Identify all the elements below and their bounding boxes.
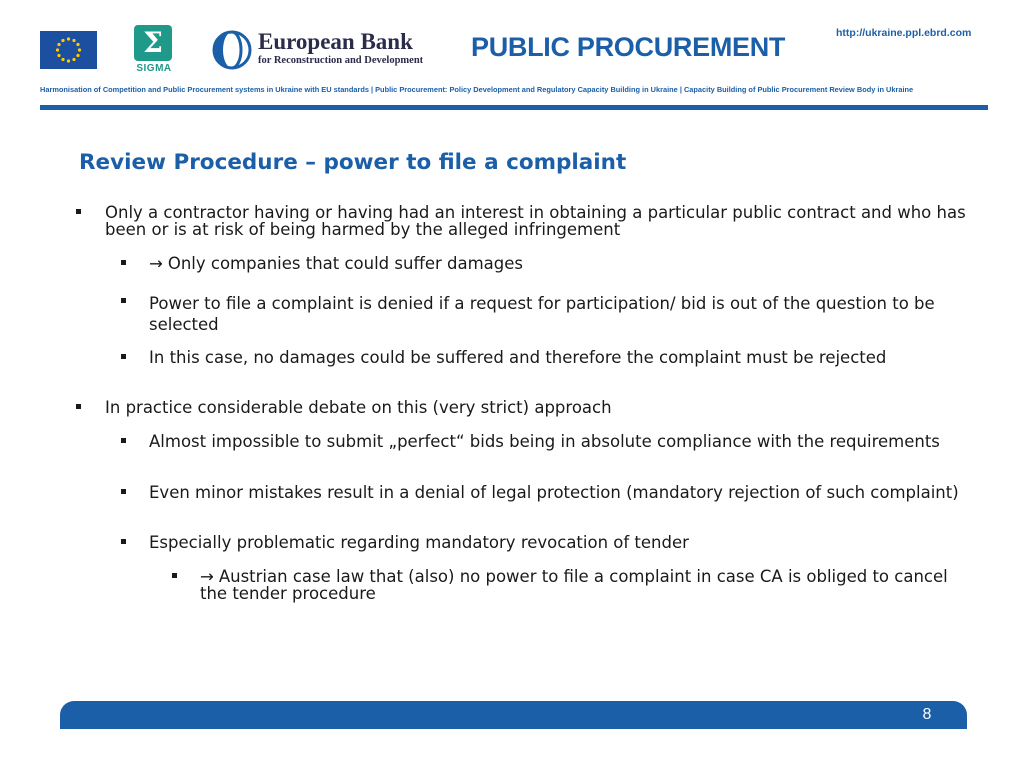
bullet-item [149, 349, 979, 366]
square-bullet-icon [121, 489, 126, 494]
eu-flag-icon [40, 31, 97, 69]
header-divider [40, 105, 988, 110]
slide-title: Review Procedure – power to file a complaint [79, 150, 627, 175]
square-bullet-icon [172, 573, 177, 578]
square-bullet-icon [121, 438, 126, 443]
bullet-item [149, 534, 979, 551]
bullet-text: Almost impossible to submit „perfect“ bids being in absolute compliance with the requirements [149, 432, 940, 451]
bullet-item [149, 255, 979, 272]
page-number: 8 [922, 706, 932, 723]
bullet-text: Austrian case law that (also) no power to file a complaint in case CA is obliged to cancel the tender procedure [200, 567, 948, 603]
bullet-item [149, 433, 979, 450]
square-bullet-icon [121, 354, 126, 359]
header-url[interactable]: http://ukraine.ppl.ebrd.com [836, 27, 972, 39]
bullet-text: In practice considerable debate on this (very strict) approach [105, 398, 612, 417]
ebrd-logo [212, 28, 422, 72]
bullet-text: Especially problematic regarding mandatory revocation of tender [149, 533, 689, 552]
header-subtitle: Harmonisation of Competition and Public Procurement systems in Ukraine with EU standards | Public Procurement: Policy Development and Regulatory Capacity Building in Ukraine | Capacity Building of Public Procurement Review Body in Ukraine [40, 85, 914, 94]
square-bullet-icon [121, 260, 126, 265]
footer-bar [60, 701, 967, 729]
sigma-logo [134, 25, 174, 77]
bullet-item [105, 204, 985, 238]
bullet-text: Even minor mistakes result in a denial of legal protection (mandatory rejection of such complaint) [149, 483, 959, 502]
arrow-right-icon: → [200, 567, 214, 586]
bullet-text: Power to file a complaint is denied if a request for participation/ bid is out of the question to be selected [149, 294, 935, 334]
square-bullet-icon [76, 209, 81, 214]
ebrd-name: European Bank [258, 29, 413, 54]
square-bullet-icon [76, 404, 81, 409]
bullet-text: In this case, no damages could be suffered and therefore the complaint must be rejected [149, 348, 887, 367]
sigma-logo-icon: Σ [134, 25, 172, 61]
ebrd-subtitle: for Reconstruction and Development [258, 55, 424, 66]
bullet-item [200, 568, 980, 602]
bullet-item [105, 399, 985, 416]
ebrd-emblem-icon [212, 30, 252, 70]
sigma-label: SIGMA [136, 63, 172, 74]
bullet-item [149, 484, 979, 501]
bullet-text: Only a contractor having or having had an interest in obtaining a particular public contract and who has been or is at risk of being harmed by the alleged infringement [105, 203, 966, 239]
bullet-text: Only companies that could suffer damages [167, 254, 523, 273]
arrow-right-icon: → [149, 254, 163, 273]
square-bullet-icon [121, 539, 126, 544]
square-bullet-icon [121, 298, 126, 303]
bullet-item [149, 293, 979, 335]
header-title: PUBLIC PROCUREMENT [471, 32, 786, 62]
